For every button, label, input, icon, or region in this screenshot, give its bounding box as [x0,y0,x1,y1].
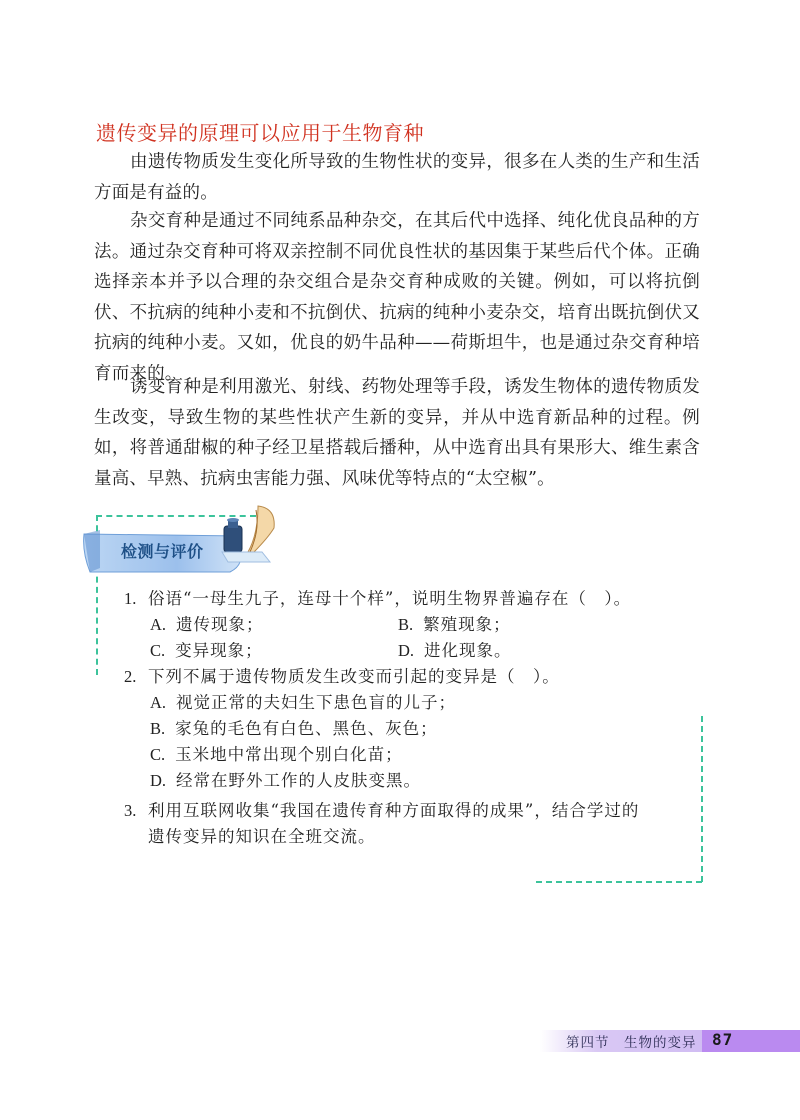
paragraph-cross-breeding: 杂交育种是通过不同纯系品种杂交，在其后代中选择、纯化优良品种的方法。通过杂交育种可将双亲控制不同优良性状的基因集于某些后代个体。正确选择亲本并予以合理的杂交组合是杂交育种成败的关键。例如，可以将抗倒伏、不抗病的纯种小麦和不抗倒伏、抗病的纯种小麦杂交，培育出既抗倒伏又抗病的纯种小麦。又如，优良的奶牛品种——荷斯坦牛，也是通过杂交育种培育而来的。 [94,211,700,384]
option-letter: B. [398,615,414,634]
paragraph-mutation-breeding: 诱变育种是利用激光、射线、药物处理等手段，诱发生物体的遗传物质发生改变，导致生物的某些性状产生新的变异，并从中选育新品种的过程。例如，将普通甜椒的种子经卫星搭载后播种，从中选育出具有果形大、维生素含量高、早熟、抗病虫害能力强、风味优等特点的“太空椒”。 [94,377,700,489]
option-text: 经常在野外工作的人皮肤变黑。 [176,771,422,790]
option-letter: D. [150,771,167,790]
question-1-text: 俗语“一母生九子，连母十个样”，说明生物界普遍存在（ ）。 [148,589,632,608]
ink-quill-icon [218,504,288,564]
question-1 [124,585,631,609]
exercise-box-right-border [701,716,703,882]
q1-option-c [150,637,263,661]
question-3-number: 3. [124,801,137,820]
option-text: 变异现象； [175,641,263,660]
footer-section-label: 第四节 生物的变异 [566,1035,697,1051]
question-1-number: 1. [124,589,137,608]
question-3-continued: 遗传变异的知识在全班交流。 [148,827,376,846]
q2-option-c [150,741,403,765]
option-text: 进化现象。 [424,641,512,660]
section-heading: 遗传变异的原理可以应用于生物育种 [96,121,424,145]
q2-option-a [150,689,456,713]
option-text: 玉米地中常出现个别白化苗； [175,745,403,764]
option-letter: A. [150,693,167,712]
option-letter: C. [150,641,166,660]
page-number: 87 [712,1030,734,1049]
option-letter: A. [150,615,167,634]
question-2 [124,663,560,687]
option-text: 遗传现象； [176,615,264,634]
option-letter: D. [398,641,415,660]
q1-option-d [398,637,512,661]
q2-option-b [150,715,438,739]
option-text: 繁殖现象； [423,615,511,634]
question-3 [124,797,639,821]
q2-option-d [150,767,421,791]
option-text: 视觉正常的夫妇生下患色盲的儿子； [176,693,457,712]
exercise-title: 检测与评价 [121,542,204,561]
q1-option-a [150,611,264,635]
question-2-number: 2. [124,667,137,686]
option-letter: B. [150,719,166,738]
option-letter: C. [150,745,166,764]
paragraph-intro: 由遗传物质发生变化所导致的生物性状的变异，很多在人类的生产和生活方面是有益的。 [94,152,700,203]
option-text: 家兔的毛色有白色、黑色、灰色； [175,719,438,738]
question-2-text: 下列不属于遗传物质发生改变而引起的变异是（ ）。 [148,667,560,686]
question-3-text: 利用互联网收集“我国在遗传育种方面取得的成果”，结合学过的 [148,801,640,820]
q1-option-b [398,611,511,635]
exercise-box-bottom-border [536,881,702,883]
